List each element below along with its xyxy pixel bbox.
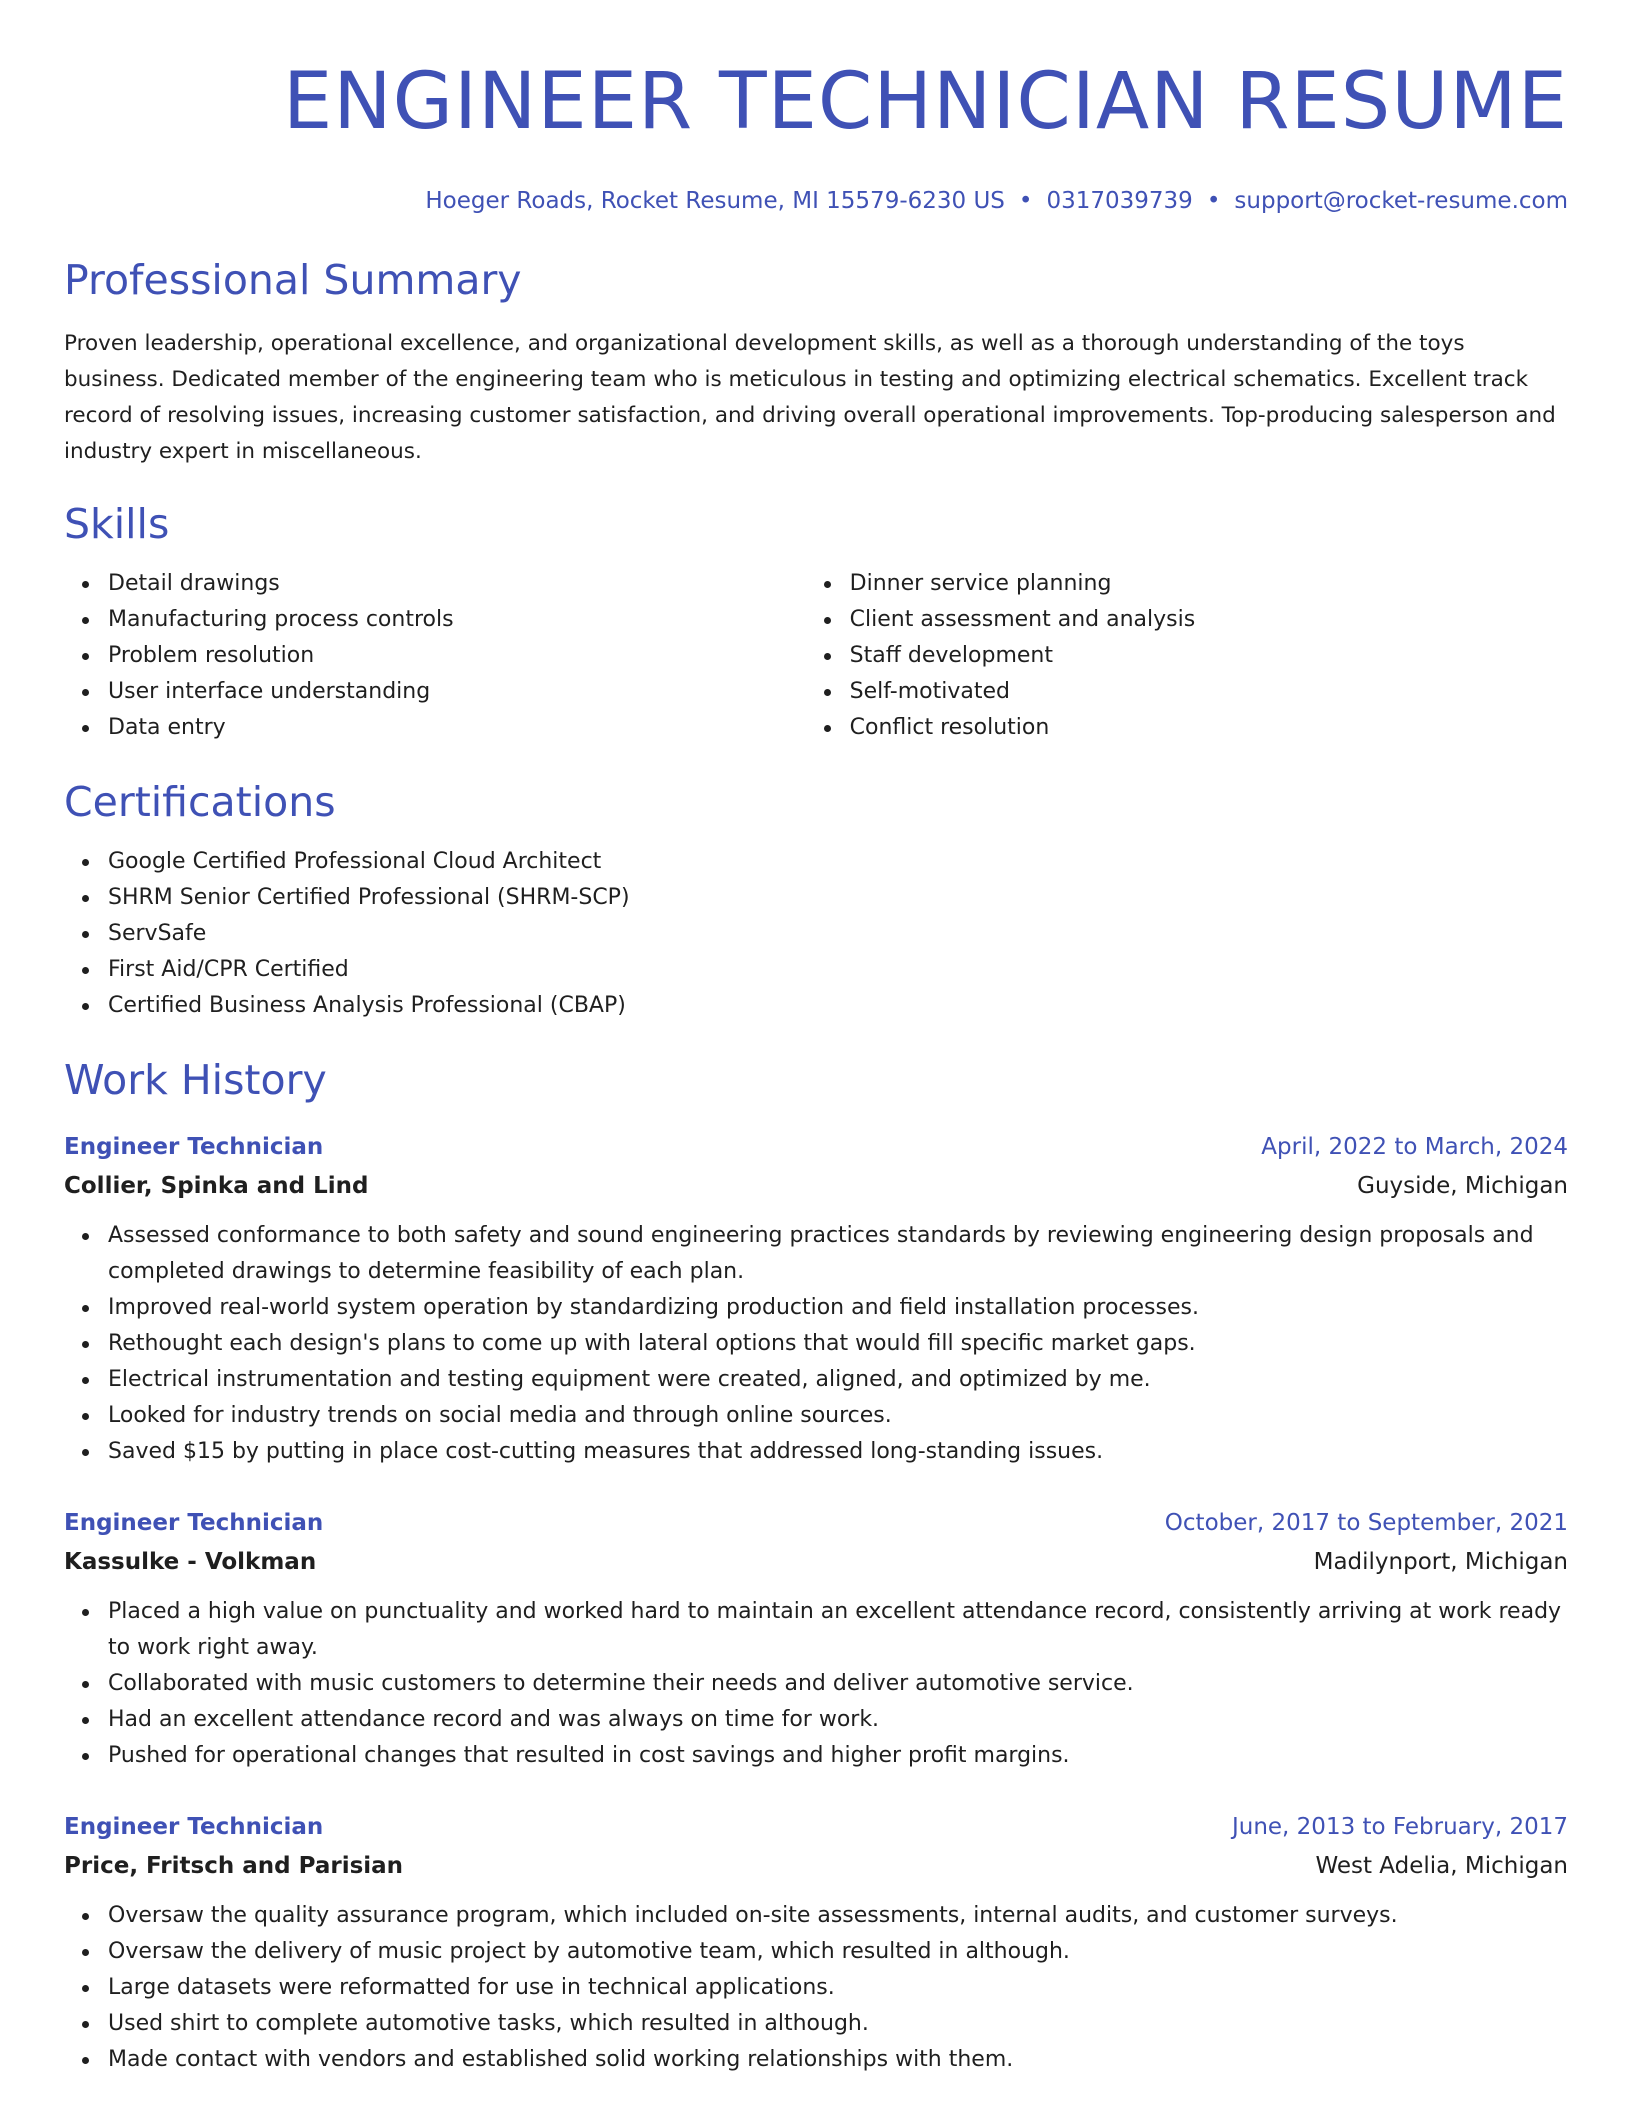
job-bullet: Rethought each design's plans to come up with lateral options that would fill specific market gaps. <box>108 1326 1568 1362</box>
certification-item: Google Certified Professional Cloud Architect <box>108 844 1568 880</box>
job-bullets <box>64 1218 1568 1470</box>
certification-item: SHRM Senior Certified Professional (SHRM-SCP) <box>108 880 1568 916</box>
contact-email: support@rocket-resume.com <box>1234 188 1568 214</box>
job-subheader <box>64 1166 1568 1206</box>
job-entry <box>64 1128 1568 1470</box>
job-header <box>64 1128 1568 1166</box>
job-header <box>64 1504 1568 1542</box>
contact-address: Hoeger Roads, Rocket Resume, MI 15579-6230 US <box>425 188 1005 214</box>
job-title: Engineer Technician <box>64 1134 324 1160</box>
job-dates: June, 2013 to February, 2017 <box>1231 1814 1568 1840</box>
section-heading-skills: Skills <box>64 500 170 548</box>
job-entry <box>64 1808 1568 2078</box>
job-bullet: Collaborated with music customers to determine their needs and deliver automotive service. <box>108 1666 1568 1702</box>
job-bullet: Looked for industry trends on social media and through online sources. <box>108 1398 1568 1434</box>
resume-title: ENGINEER TECHNICIAN RESUME <box>282 57 1568 147</box>
skills-grid <box>64 566 1568 746</box>
skills-list-left <box>64 566 806 746</box>
job-bullets <box>64 1594 1568 1774</box>
job-subheader <box>64 1542 1568 1582</box>
job-bullet: Improved real-world system operation by standardizing production and field installation processes. <box>108 1290 1568 1326</box>
certification-item: ServSafe <box>108 916 1568 952</box>
contact-line <box>64 186 1568 216</box>
skill-item: Detail drawings <box>108 566 806 602</box>
job-title: Engineer Technician <box>64 1510 324 1536</box>
job-location: Madilynport, Michigan <box>1313 1549 1568 1575</box>
skill-item: User interface understanding <box>108 674 806 710</box>
job-company: Kassulke - Volkman <box>64 1549 317 1575</box>
skill-item: Dinner service planning <box>850 566 1568 602</box>
job-bullet: Used shirt to complete automotive tasks, which resulted in although. <box>108 2006 1568 2042</box>
job-bullets <box>64 1898 1568 2078</box>
job-company: Collier, Spinka and Lind <box>64 1173 369 1199</box>
summary-text: Proven leadership, operational excellence, and organizational development skills, as well as a thorough understanding of the toys business. Dedicated member of the engineering team who is meticulous in testing and optimizing electrical schematics. Excellent track record of resolving issues, increasing customer satisfaction, and driving overall operational improvements. Top-producing salesperson and industry expert in miscellaneous. <box>64 331 1556 464</box>
skill-item: Manufacturing process controls <box>108 602 806 638</box>
job-subheader <box>64 1846 1568 1886</box>
contact-separator: • <box>1206 188 1221 214</box>
job-bullet: Pushed for operational changes that resulted in cost savings and higher profit margins. <box>108 1738 1568 1774</box>
skills-list-right <box>806 566 1568 746</box>
skill-item: Problem resolution <box>108 638 806 674</box>
job-title: Engineer Technician <box>64 1814 324 1840</box>
job-bullet: Oversaw the quality assurance program, which included on-site assessments, internal audits, and customer surveys. <box>108 1898 1568 1934</box>
certification-item: First Aid/CPR Certified <box>108 952 1568 988</box>
job-bullet: Placed a high value on punctuality and worked hard to maintain an excellent attendance record, consistently arriving at work ready to work right away. <box>108 1594 1568 1666</box>
job-dates: October, 2017 to September, 2021 <box>1164 1510 1568 1536</box>
job-header <box>64 1808 1568 1846</box>
certification-item: Certified Business Analysis Professional (CBAP) <box>108 988 1568 1024</box>
job-location: West Adelia, Michigan <box>1315 1853 1568 1879</box>
job-bullet: Made contact with vendors and established solid working relationships with them. <box>108 2042 1568 2078</box>
contact-phone: 0317039739 <box>1046 188 1193 214</box>
section-heading-certifications: Certifications <box>64 778 336 826</box>
job-bullet: Had an excellent attendance record and was always on time for work. <box>108 1702 1568 1738</box>
job-bullet: Electrical instrumentation and testing equipment were created, aligned, and optimized by me. <box>108 1362 1568 1398</box>
skill-item: Staff development <box>850 638 1568 674</box>
job-bullet: Saved $15 by putting in place cost-cutting measures that addressed long-standing issues. <box>108 1434 1568 1470</box>
section-heading-work-history: Work History <box>64 1056 327 1104</box>
certifications-list <box>64 844 1568 1024</box>
job-dates: April, 2022 to March, 2024 <box>1261 1134 1568 1160</box>
skill-item: Self-motivated <box>850 674 1568 710</box>
skill-item: Data entry <box>108 710 806 746</box>
job-bullet: Assessed conformance to both safety and sound engineering practices standards by reviewing engineering design proposals and completed drawings to determine feasibility of each plan. <box>108 1218 1568 1290</box>
job-location: Guyside, Michigan <box>1357 1173 1568 1199</box>
job-entry <box>64 1504 1568 1774</box>
contact-separator: • <box>1018 188 1033 214</box>
skill-item: Client assessment and analysis <box>850 602 1568 638</box>
skill-item: Conflict resolution <box>850 710 1568 746</box>
job-company: Price, Fritsch and Parisian <box>64 1853 404 1879</box>
section-heading-summary: Professional Summary <box>64 256 522 304</box>
job-bullet: Large datasets were reformatted for use in technical applications. <box>108 1970 1568 2006</box>
job-bullet: Oversaw the delivery of music project by automotive team, which resulted in although. <box>108 1934 1568 1970</box>
